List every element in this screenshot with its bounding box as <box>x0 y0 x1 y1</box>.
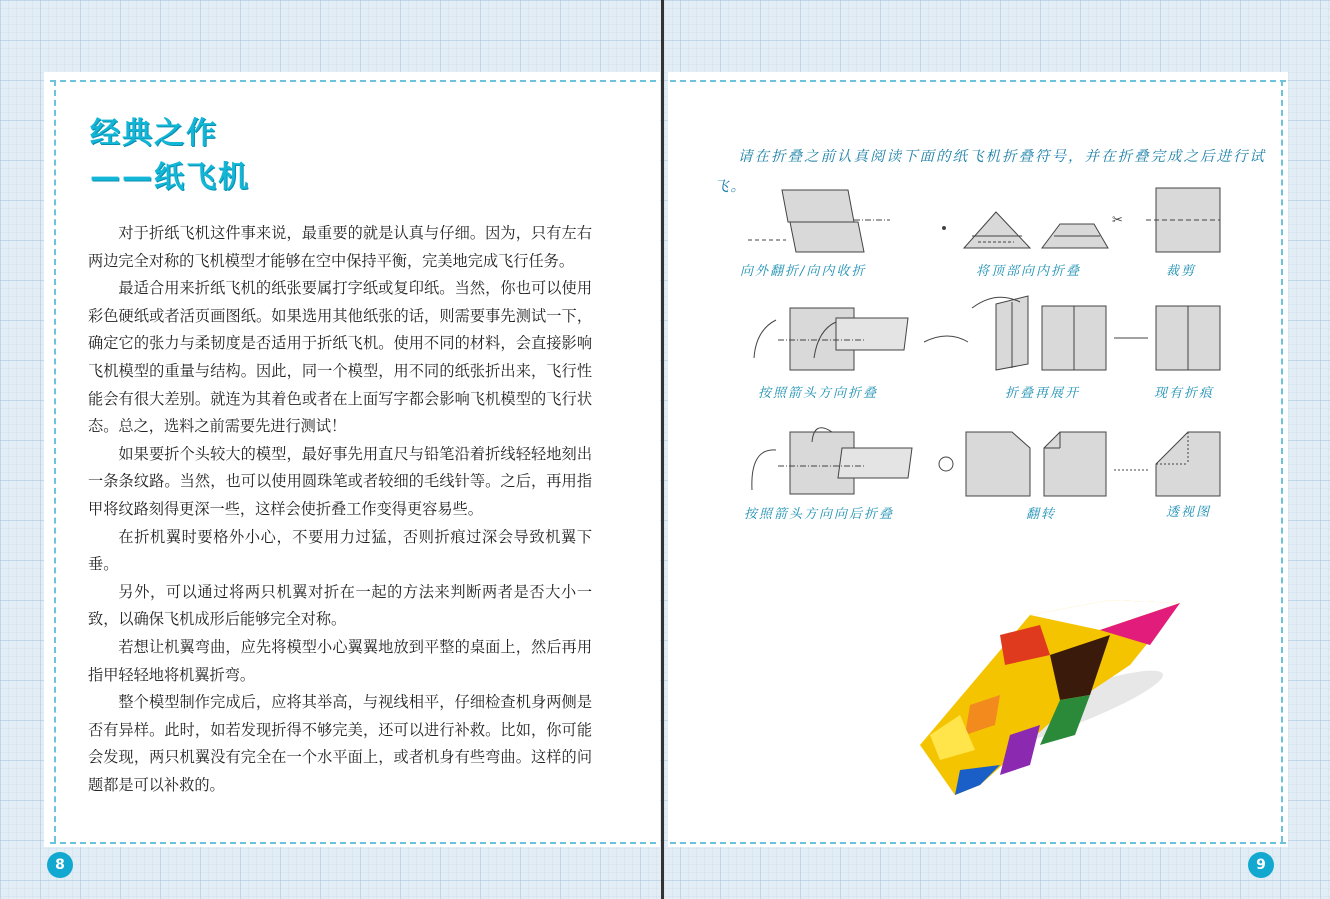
svg-text:✂: ✂ <box>1112 213 1123 228</box>
right-bottom-border <box>670 842 1286 844</box>
paragraph: 在折机翼时要格外小心，不要用力过猛，否则折痕过深会导致机翼下垂。 <box>88 527 592 574</box>
left-bottom-border <box>50 842 656 844</box>
paragraph: 最适合用来折纸飞机的纸张要属打字纸或复印纸。当然，你也可以使用彩色硬纸或者活页画图纸。如果选用其他纸张的话，则需要事先测试一下，确定它的张力与柔韧度是否适用于折纸飞机。使用不同的材料，会直接影响飞机模型的重量与结构。因此，同一个模型，用不同的纸张折出来，飞行性能会有很大差别。就连为其着色或者在上面写字都会影响飞机模型的飞行状态。总之，选料之前需要先进行测试！ <box>88 279 592 436</box>
cut-icon <box>1112 188 1220 252</box>
page-number-left: 8 <box>47 852 73 878</box>
caption-cut: 裁剪 <box>1166 264 1197 279</box>
caption-fold-arrow: 按照箭头方向折叠 <box>758 386 879 401</box>
intro-text: 请在折叠之前认真阅读下面的纸飞机折叠符号，并在折叠完成之后进行试飞。 <box>714 149 1266 195</box>
caption-fold-back-arrow: 按照箭头方向向后折叠 <box>744 507 895 522</box>
paper-plane-photo <box>900 585 1190 800</box>
paragraph: 若想让机翼弯曲，应先将模型小心翼翼地放到平整的桌面上，然后再用指甲轻轻地将机翼折弯。 <box>88 637 592 684</box>
caption-flip: 翻转 <box>1026 507 1057 522</box>
caption-fold-unfold: 折叠再展开 <box>1005 386 1081 401</box>
page-title: 经典之作 <box>90 116 218 151</box>
fold-out-in-icon <box>748 190 890 252</box>
paragraph: 对于折纸飞机这件事来说，最重要的就是认真与仔细。因为，只有左右两边完全对称的飞机模型才能够在空中保持平衡，完美地完成飞行任务。 <box>88 224 592 270</box>
paragraph: 另外，可以通过将两只机翼对折在一起的方法来判断两者是否大小一致，以确保飞机成形后能够完全对称。 <box>88 582 592 629</box>
article-body <box>88 220 592 799</box>
book-spine <box>661 0 664 899</box>
page-subtitle: ——纸飞机 <box>90 160 250 195</box>
caption-see-through: 透视图 <box>1166 505 1212 520</box>
folding-symbols-diagram <box>668 180 1288 530</box>
fold-top-in-icon <box>943 212 1109 248</box>
caption-fold-out-in: 向外翻折/向内收折 <box>740 264 867 279</box>
existing-crease-icon <box>1156 306 1220 370</box>
paragraph: 如果要折个头较大的模型，最好事先用直尺与铅笔沿着折线轻轻地刻出一条条纹路。当然，也可以使用圆珠笔或者较细的毛线针等。之后，再用指甲将纹路刻得更深一些，这样会使折叠工作变得更容易些。 <box>88 444 592 518</box>
left-top-border <box>50 80 656 82</box>
see-through-icon <box>1114 432 1220 496</box>
flip-icon <box>939 432 1106 496</box>
paragraph: 整个模型制作完成后，应将其举高，与视线相平，仔细检查机身两侧是否有异样。此时，如若发现折得不够完美，还可以进行补救。比如，你可能会发现，两只机翼没有完全在一个水平面上，或者机身有些弯曲。这样的问题都是可以补救的。 <box>88 693 592 794</box>
caption-fold-top-in: 将顶部向内折叠 <box>976 264 1082 279</box>
left-side-border <box>54 80 56 842</box>
right-top-border <box>670 80 1286 82</box>
fold-unfold-icon <box>972 296 1148 370</box>
page-number-right: 9 <box>1248 852 1274 878</box>
fold-arrow-icon <box>754 308 968 370</box>
fold-back-arrow-icon <box>752 428 912 494</box>
caption-existing-crease: 现有折痕 <box>1154 386 1215 401</box>
